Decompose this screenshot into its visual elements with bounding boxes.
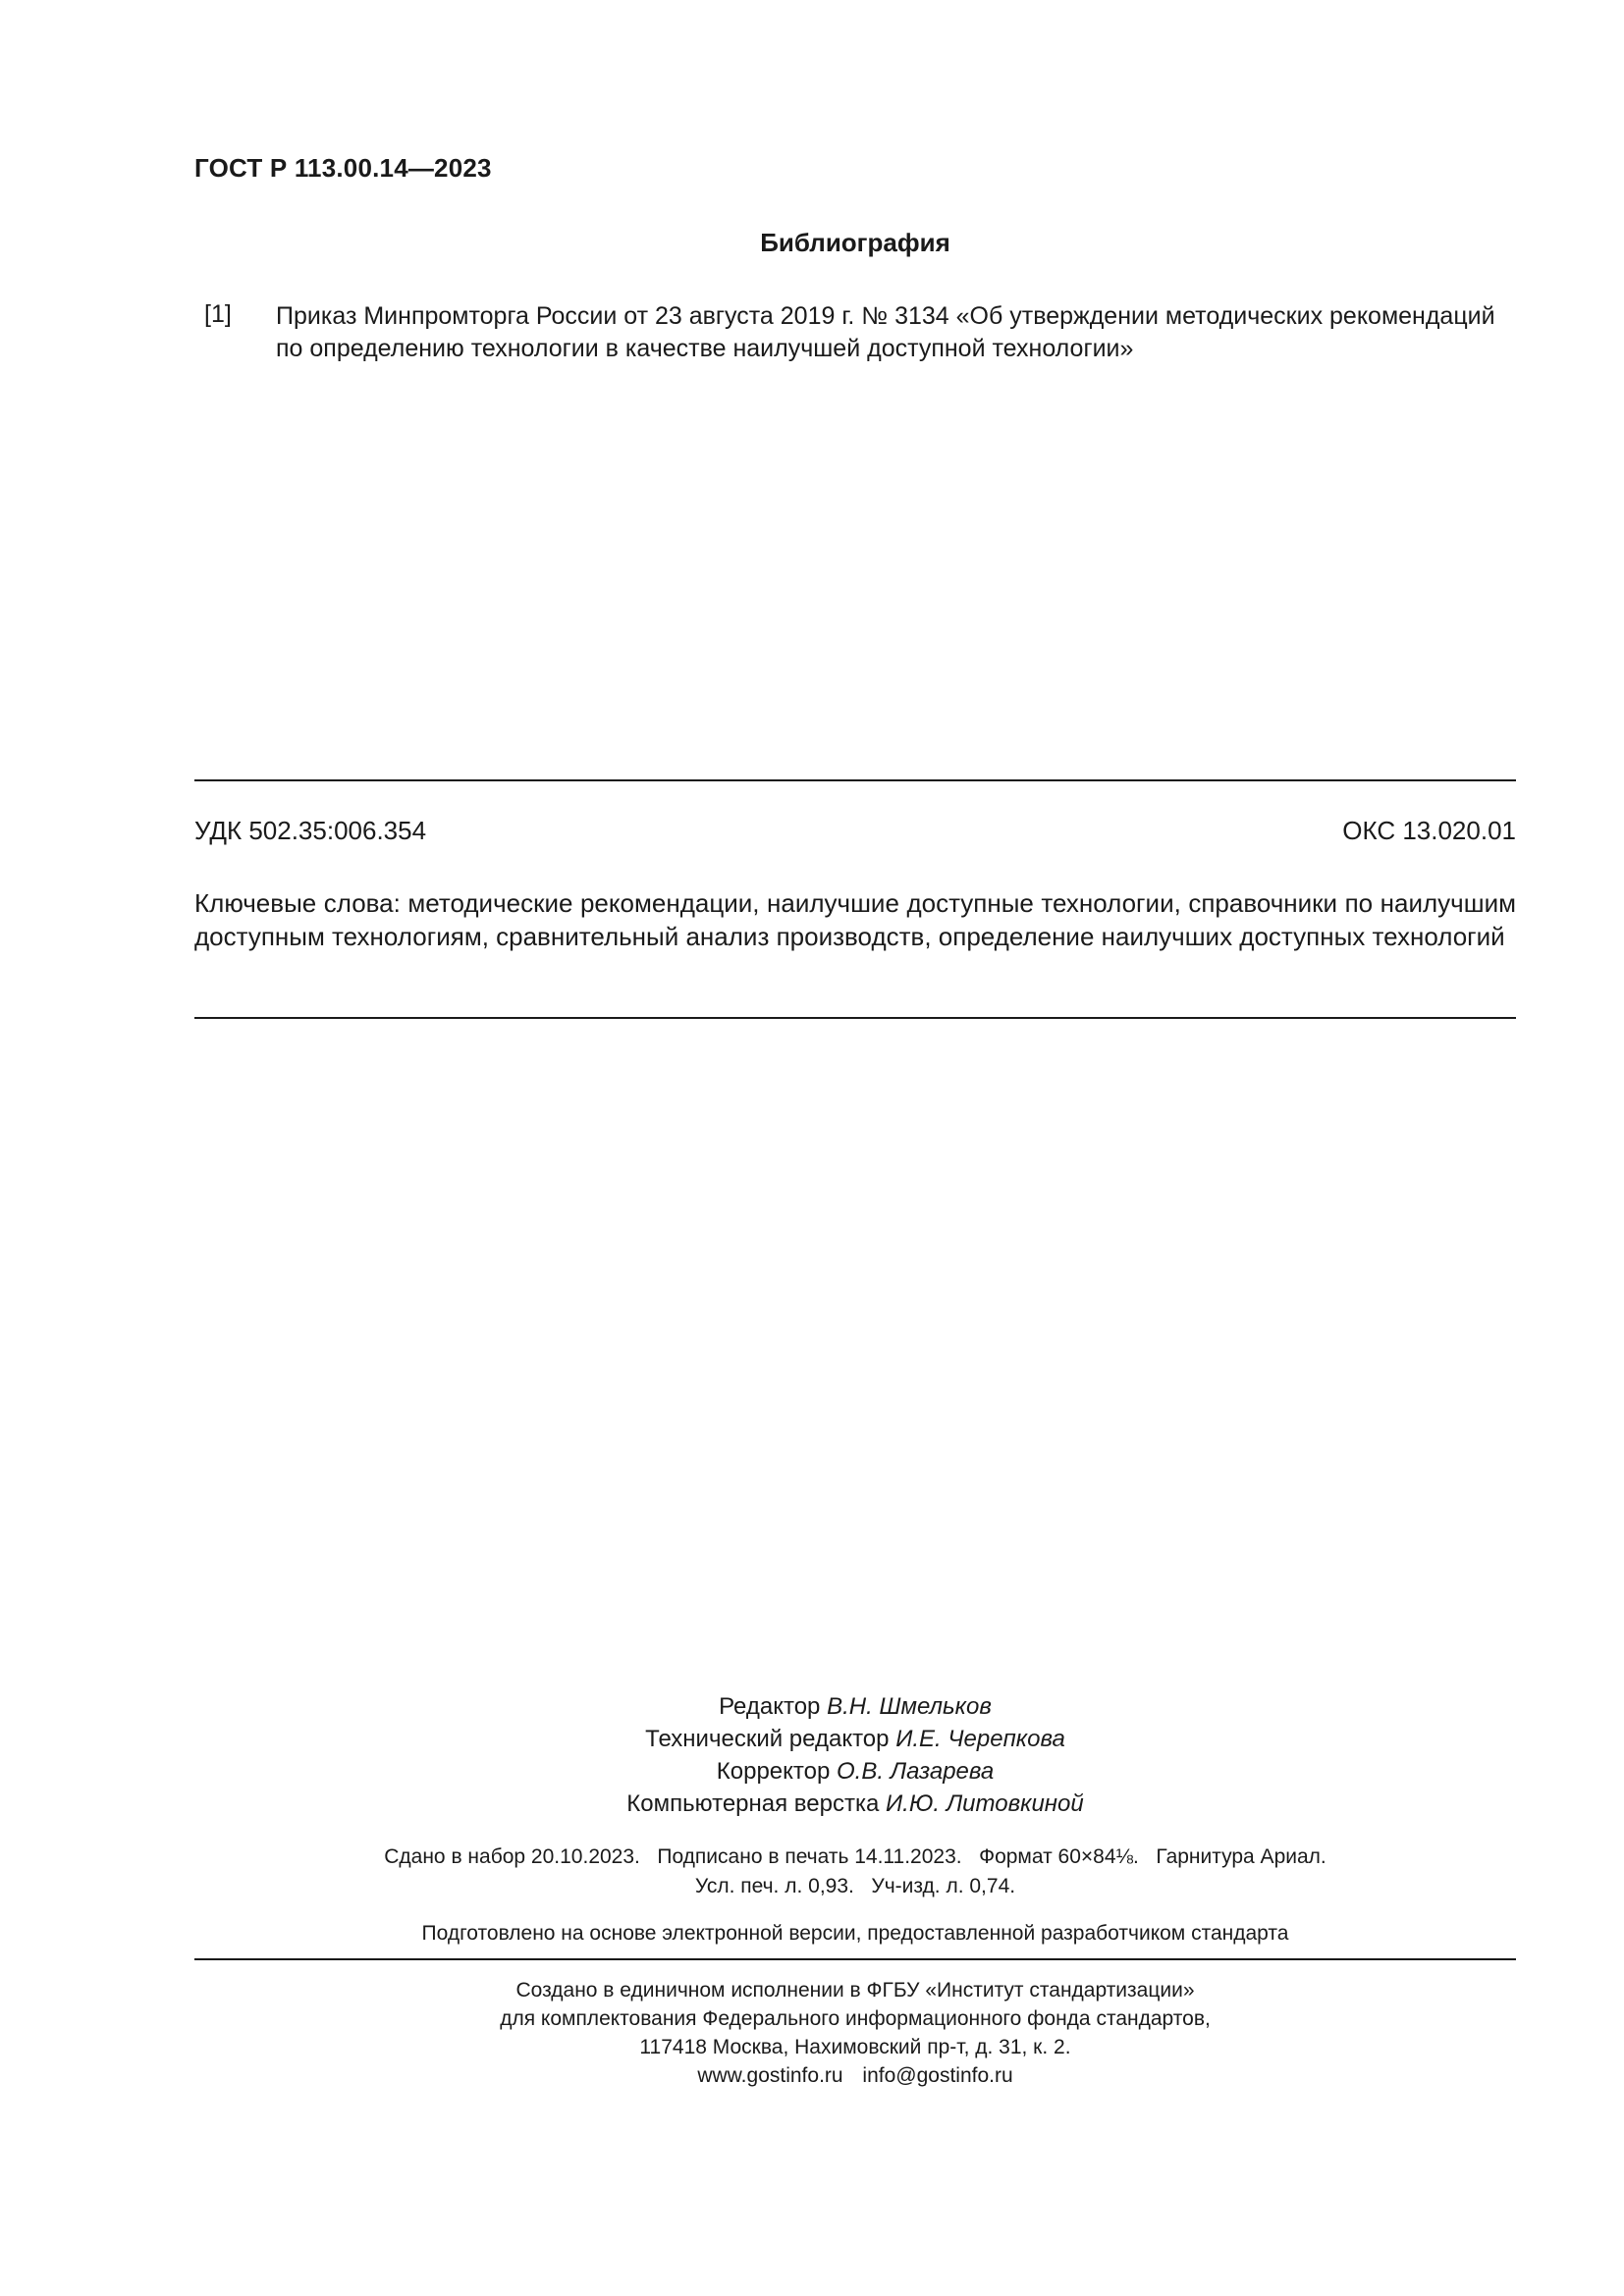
credit-name: В.Н. Шмельков xyxy=(827,1693,992,1720)
bibliography-item-text xyxy=(276,300,1519,365)
bibliography-item-number: [1] xyxy=(204,300,232,328)
bibliography-title: Библиография xyxy=(760,228,950,257)
document-code: ГОСТ Р 113.00.14—2023 xyxy=(194,153,492,183)
credit-name: И.Ю. Литовкиной xyxy=(886,1790,1084,1817)
bibliography-item-line: Приказ Минпромторга России от 23 августа 2019 г. № 3134 «Об утверждении методических рекомендаций xyxy=(276,302,1495,330)
divider-middle xyxy=(194,1017,1516,1019)
footer-line: Создано в единичном исполнении в ФГБУ «Институт стандартизации» xyxy=(515,1979,1195,2002)
divider-bottom xyxy=(194,1958,1516,1960)
credit-role: Корректор xyxy=(716,1758,831,1785)
credit-role: Редактор xyxy=(719,1693,821,1720)
credits-block xyxy=(194,1690,1516,1820)
prepared-note: Подготовлено на основе электронной версии, предоставленной разработчиком стандарта xyxy=(421,1922,1289,1945)
publisher-footer xyxy=(194,1976,1516,2090)
oks-code: ОКС 13.020.01 xyxy=(1342,816,1516,845)
udk-code: УДК 502.35:006.354 xyxy=(194,816,427,845)
credit-role: Компьютерная верстка xyxy=(626,1790,880,1817)
credit-editor xyxy=(194,1690,1516,1723)
print-info-line: Усл. печ. л. 0,93. Уч-изд. л. 0,74. xyxy=(694,1875,1016,1897)
footer-links xyxy=(194,2061,1516,2090)
website-link[interactable]: www.gostinfo.ru xyxy=(697,2064,843,2087)
print-info xyxy=(194,1842,1516,1901)
credit-role: Технический редактор xyxy=(645,1726,890,1752)
bibliography-item-line: по определению технологии в качестве наилучшей доступной технологии» xyxy=(276,335,1134,362)
credit-layout xyxy=(194,1788,1516,1820)
credit-technical-editor xyxy=(194,1723,1516,1755)
footer-address: 117418 Москва, Нахимовский пр-т, д. 31, к. 2. xyxy=(639,2036,1071,2058)
credit-name: И.Е. Черепкова xyxy=(895,1726,1065,1752)
print-info-line: Сдано в набор 20.10.2023. Подписано в печать 14.11.2023. Формат 60×84⅛. Гарнитура Ариал. xyxy=(384,1845,1326,1868)
email-link[interactable]: info@gostinfo.ru xyxy=(862,2064,1013,2087)
credit-name: О.В. Лазарева xyxy=(837,1758,995,1785)
credit-proofreader xyxy=(194,1755,1516,1788)
divider-top xyxy=(194,779,1516,781)
footer-line: для комплектования Федерального информационного фонда стандартов, xyxy=(500,2007,1211,2030)
keywords-paragraph: Ключевые слова: методические рекомендации, наилучшие доступные технологии, справочники по наилучшим доступным технологиям, сравнительный анализ производств, определение наилучших доступных технологий xyxy=(194,888,1516,951)
